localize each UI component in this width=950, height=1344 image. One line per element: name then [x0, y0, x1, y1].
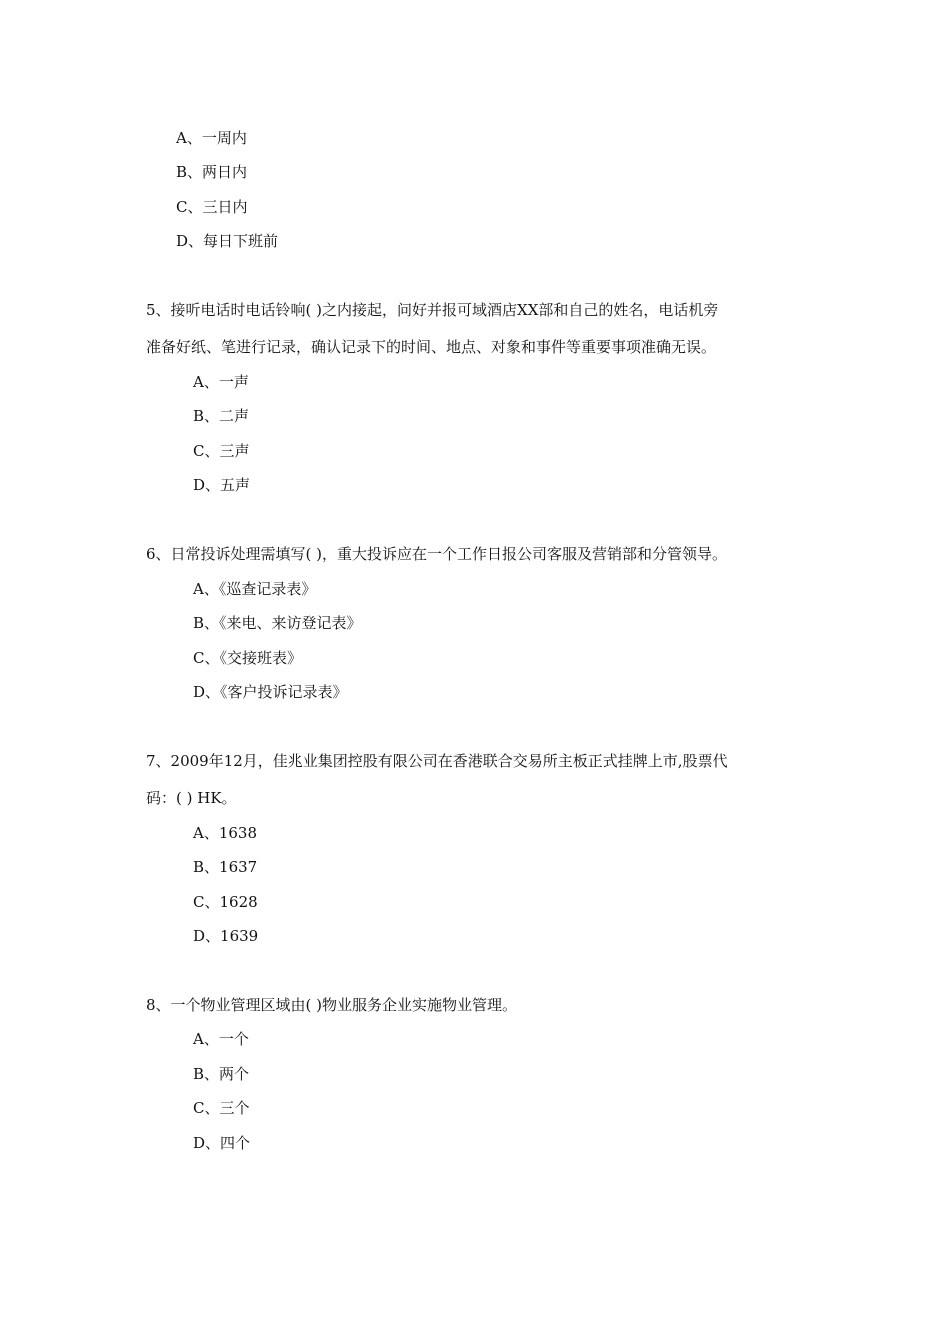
- q6-option-a: A、《巡查记录表》: [193, 580, 317, 598]
- q4-option-d: D、每日下班前: [176, 232, 279, 250]
- q5-text-line2: 准备好纸、笔进行记录，确认记录下的时间、地点、对象和事件等重要事项准确无误。: [146, 338, 717, 356]
- q5-option-b: B、二声: [193, 407, 250, 425]
- q7-option-c: C、1628: [193, 893, 258, 911]
- q6-option-c: C、《交接班表》: [193, 649, 302, 667]
- q7-text-line2: 码：( ) HK。: [146, 789, 237, 807]
- q6-text-line1: 6、日常投诉处理需填写( )，重大投诉应在一个工作日报公司客服及营销部和分管领导。: [146, 545, 728, 563]
- q5-text-line1: 5、接听电话时电话铃响( )之内接起，问好并报可域酒店XX部和自己的姓名，电话机旁: [146, 301, 719, 319]
- q4-option-a: A、一周内: [176, 129, 247, 147]
- q8-option-a: A、一个: [193, 1030, 249, 1048]
- q7-option-a: A、1638: [193, 824, 258, 842]
- q7-option-b: B、1637: [193, 858, 258, 876]
- q6-option-d: D、《客户投诉记录表》: [193, 683, 348, 701]
- q5-option-a: A、一声: [193, 373, 249, 391]
- q7-option-d: D、1639: [193, 927, 259, 945]
- q7-text-line1: 7、2009年12月，佳兆业集团控股有限公司在香港联合交易所主板正式挂牌上市,股票代: [146, 752, 728, 770]
- q8-option-c: C、三个: [193, 1099, 250, 1117]
- q4-option-b: B、两日内: [176, 163, 248, 181]
- q6-option-b: B、《来电、来访登记表》: [193, 614, 362, 632]
- q5-option-c: C、三声: [193, 442, 250, 460]
- q8-text-line1: 8、一个物业管理区域由( )物业服务企业实施物业管理。: [146, 996, 518, 1014]
- q4-option-c: C、三日内: [176, 198, 248, 216]
- q8-option-d: D、四个: [193, 1134, 251, 1152]
- q8-option-b: B、两个: [193, 1065, 250, 1083]
- q5-option-d: D、五声: [193, 476, 251, 494]
